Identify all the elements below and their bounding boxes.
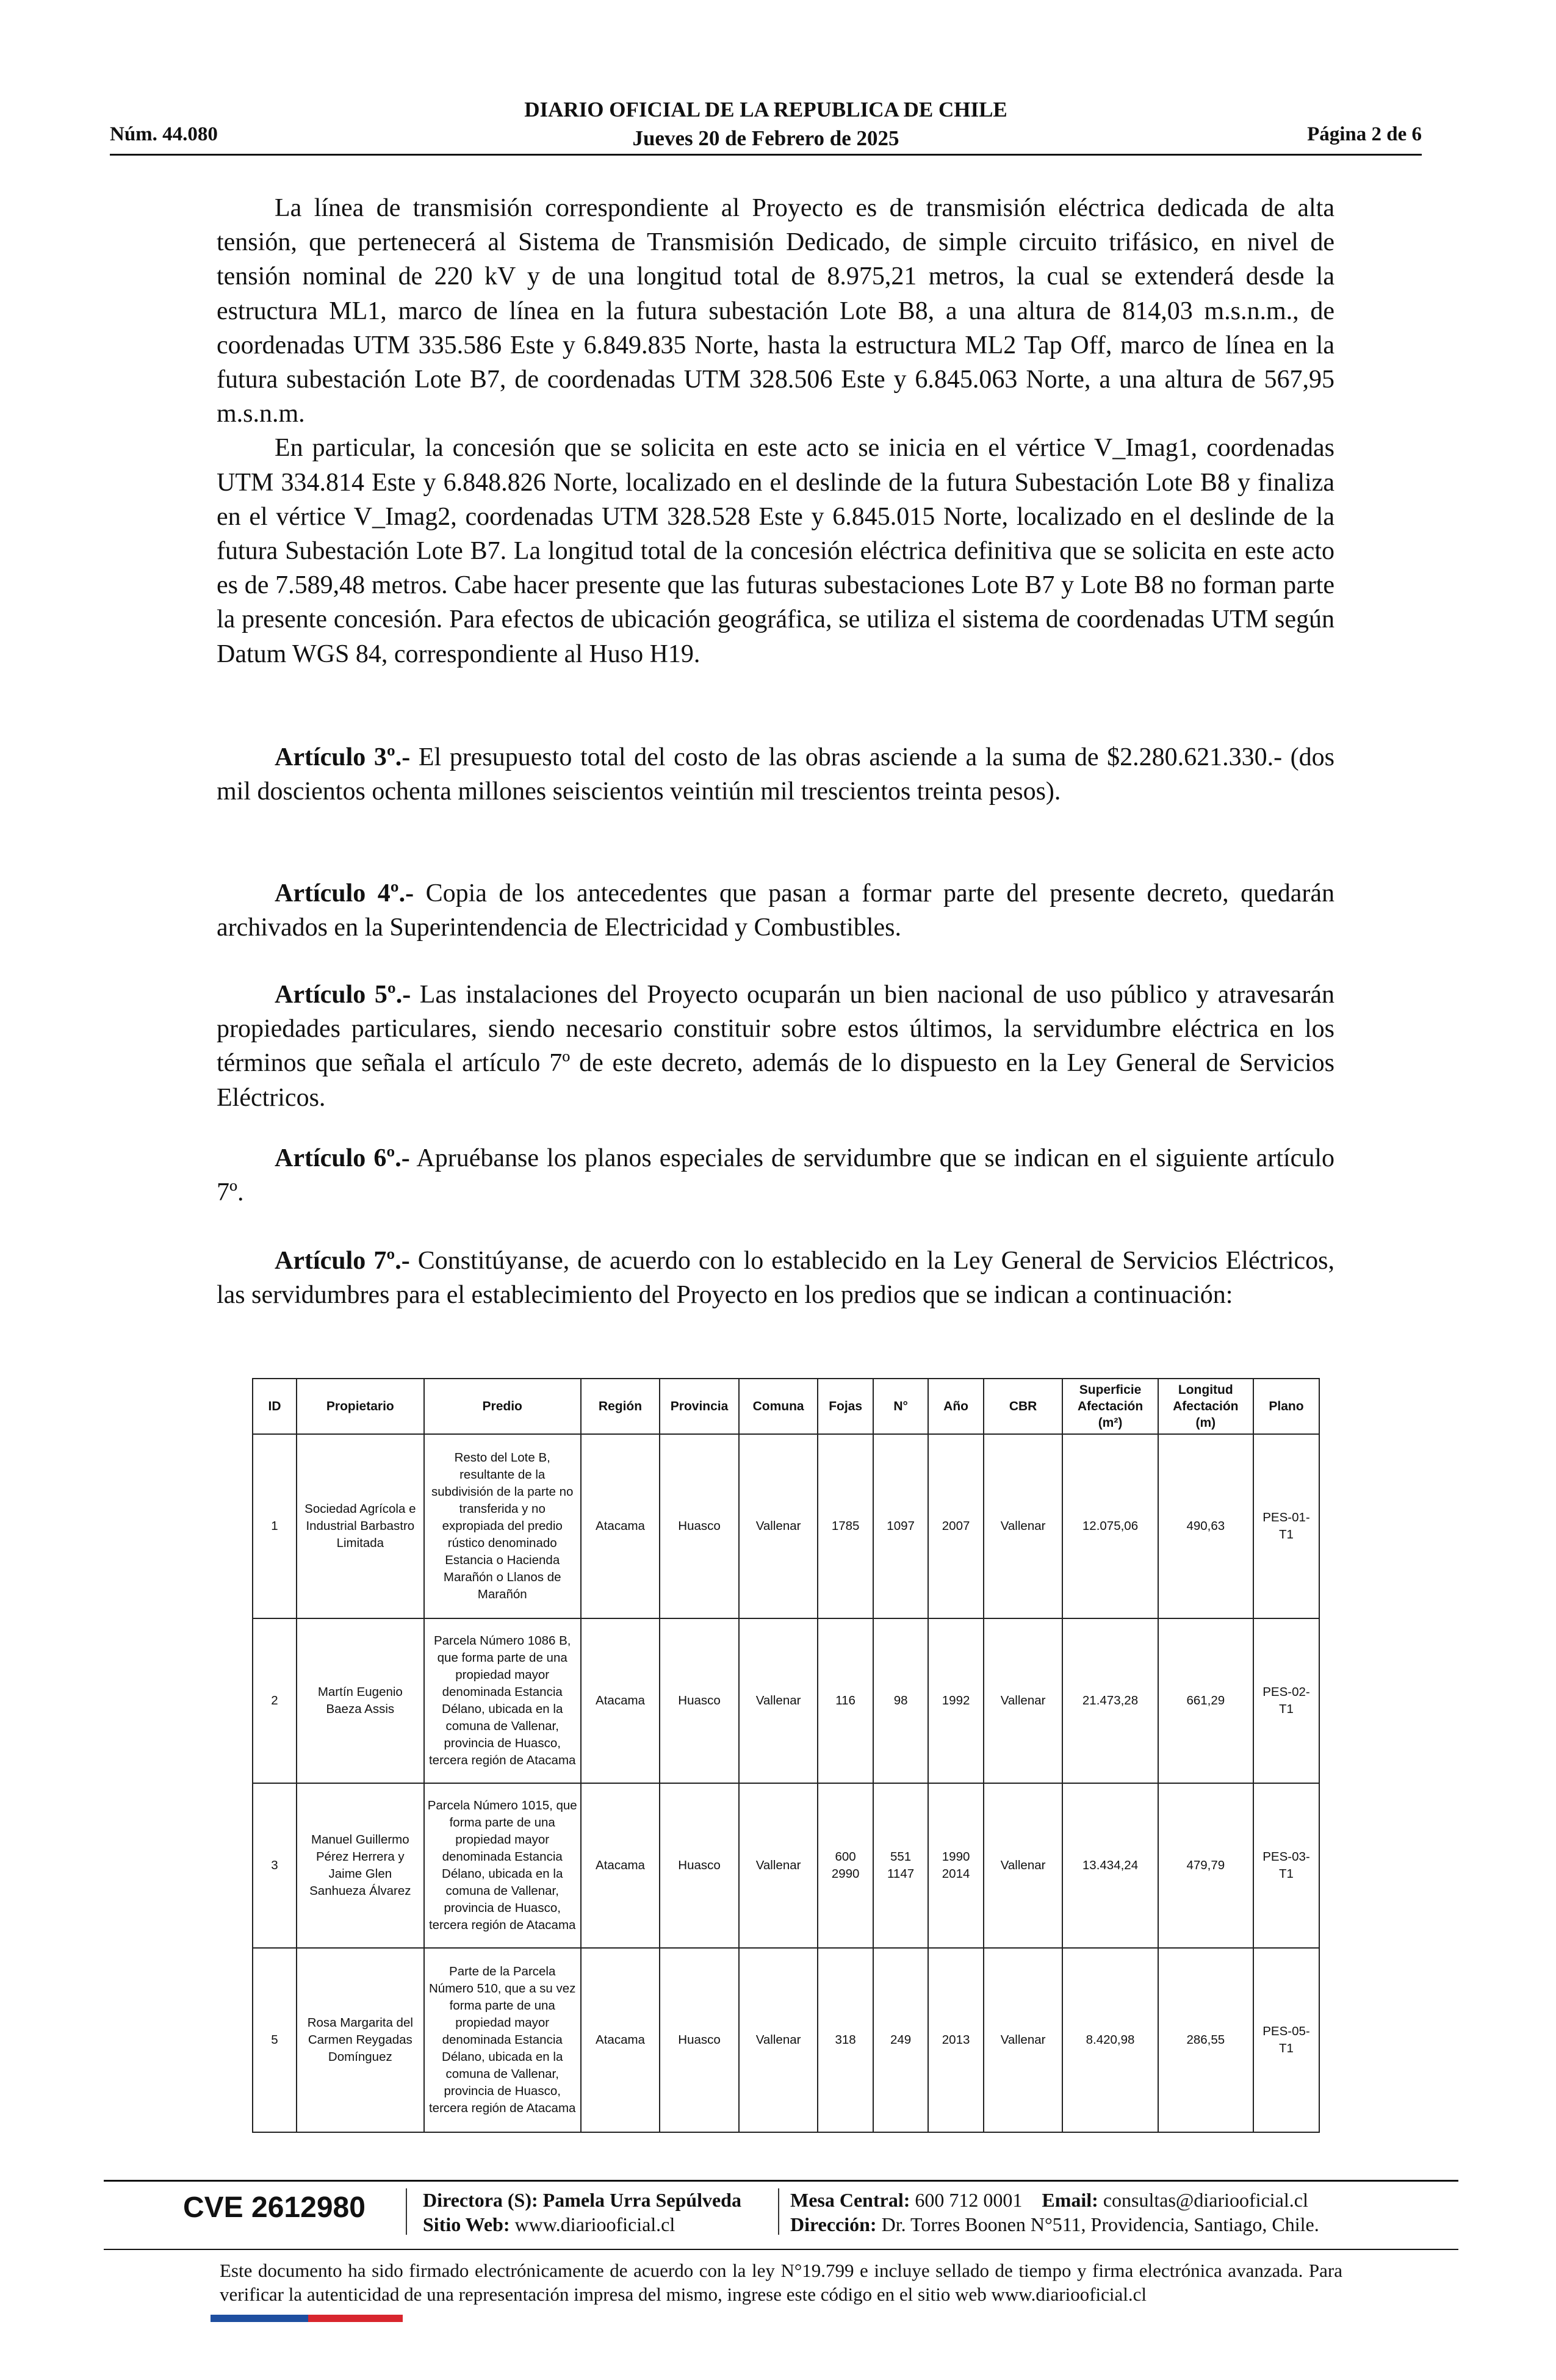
row-year: 2007: [928, 1434, 983, 1618]
row-owner: Rosa Margarita del Carmen Reygadas Domínguez: [297, 1948, 424, 2132]
article-7-title: Artículo 7º.-: [275, 1247, 410, 1275]
row-property: Parcela Número 1086 B, que forma parte de una propiedad mayor denominada Estancia Délano, ubicada en la comuna de Vallenar, provincia de Huasco, tercera región de Atacama: [424, 1618, 581, 1783]
row-number: 249: [873, 1948, 928, 2132]
row-length: 490,63: [1158, 1434, 1253, 1618]
header-length: Longitud Afectación (m): [1158, 1379, 1253, 1434]
table-row: [253, 1618, 1319, 1783]
header-commune: Comuna: [739, 1379, 818, 1434]
flag-stripe-blue: [211, 2315, 308, 2322]
row-id: 5: [253, 1948, 297, 2132]
row-cbr: Vallenar: [984, 1948, 1063, 2132]
table-row: [253, 1783, 1319, 1948]
row-fojas: 318: [818, 1948, 873, 2132]
page-header: [110, 93, 1422, 154]
row-commune: Vallenar: [739, 1618, 818, 1783]
row-commune: Vallenar: [739, 1783, 818, 1948]
website-label: Sitio Web:: [423, 2213, 510, 2235]
row-province: Huasco: [660, 1948, 739, 2132]
paragraph-concession: En particular, la concesión que se solicita en este acto se inicia en el vértice V_Imag1, coordenadas UTM 334.814 Este y 6.848.826 Norte, localizado en el deslinde de la futura Subestación Lote B8 y finaliza en el vértice V_Imag2, coordenadas UTM 328.528 Este y 6.845.015 Norte, localizado en el deslinde de la futura Subestación Lote B7. La longitud total de la concesión eléctrica definitiva que se solicita en este acto es de 7.589,48 metros. Cabe hacer presente que las futuras subestaciones Lote B7 y Lote B8 no forman parte la presente concesión. Para efectos de ubicación geográfica, se utiliza el sistema de coordenadas UTM según Datum WGS 84, correspondiente al Huso H19.: [217, 434, 1334, 668]
article-4: [217, 876, 1334, 945]
easement-table: [252, 1378, 1320, 2133]
header-plan: Plano: [1253, 1379, 1319, 1434]
row-id: 1: [253, 1434, 297, 1618]
article-6-text: Apruébanse los planos especiales de servidumbre que se indican en el siguiente artículo 7º.: [217, 1144, 1334, 1207]
publication-date: Jueves 20 de Febrero de 2025: [632, 126, 899, 150]
article-4-text: Copia de los antecedentes que pasan a formar parte del presente decreto, quedarán archivados en la Superintendencia de Electricidad y Combustibles.: [217, 879, 1335, 942]
header-property: Predio: [424, 1379, 581, 1434]
row-owner: Sociedad Agrícola e Industrial Barbastro Limitada: [297, 1434, 424, 1618]
publication-title: DIARIO OFICIAL DE LA REPUBLICA DE CHILE: [524, 98, 1007, 121]
row-owner: Manuel Guillermo Pérez Herrera y Jaime Glen Sanhueza Álvarez: [297, 1783, 424, 1948]
paragraph-transmission-line: La línea de transmisión correspondiente al Proyecto es de transmisión eléctrica dedicada de alta tensión, que pertenecerá al Sistema de Transmisión Dedicado, de simple circuito trifásico, en nivel de tensión nominal de 220 kV y de una longitud total de 8.975,21 metros, la cual se extenderá desde la estructura ML1, marco de línea en la futura subestación Lote B8, a una altura de 814,03 m.s.n.m., de coordenadas UTM 335.586 Este y 6.849.835 Norte, hasta la estructura ML2 Tap Off, marco de línea en la futura subestación Lote B7, de coordenadas UTM 328.506 Este y 6.845.063 Norte, a una altura de 567,95 m.s.n.m.: [217, 194, 1334, 428]
row-property: Parte de la Parcela Número 510, que a su vez forma parte de una propiedad mayor denominada Estancia Délano, ubicada en la comuna de Vallenar, provincia de Huasco, tercera región de Atacama: [424, 1948, 581, 2132]
email-link[interactable]: consultas@diariooficial.cl: [1103, 2189, 1308, 2211]
row-plan: PES-05-T1: [1253, 1948, 1319, 2132]
row-cbr: Vallenar: [984, 1618, 1063, 1783]
row-fojas: 116: [818, 1618, 873, 1783]
row-region: Atacama: [581, 1618, 660, 1783]
row-plan: PES-01-T1: [1253, 1434, 1319, 1618]
row-region: Atacama: [581, 1783, 660, 1948]
row-cbr: Vallenar: [984, 1434, 1063, 1618]
footer-divider: [406, 2188, 407, 2235]
row-area: 13.434,24: [1062, 1783, 1158, 1948]
cve-code: CVE 2612980: [183, 2191, 366, 2224]
intro-paragraphs: [217, 191, 1334, 671]
row-year: 1992: [928, 1618, 983, 1783]
footer-divider: [778, 2188, 779, 2235]
row-commune: Vallenar: [739, 1948, 818, 2132]
row-province: Huasco: [660, 1618, 739, 1783]
header-rule: [110, 154, 1422, 156]
article-7: [217, 1244, 1334, 1312]
row-area: 8.420,98: [1062, 1948, 1158, 2132]
header-fojas: Fojas: [818, 1379, 873, 1434]
row-property: Parcela Número 1015, que forma parte de una propiedad mayor denominada Estancia Délano, ubicada en la comuna de Vallenar, provincia de Huasco, tercera región de Atacama: [424, 1783, 581, 1948]
row-province: Huasco: [660, 1783, 739, 1948]
article-5-title: Artículo 5º.-: [275, 981, 411, 1009]
article-7-text: Constitúyanse, de acuerdo con lo establecido en la Ley General de Servicios Eléctricos, las servidumbres para el establecimiento del Proyecto en los predios que se indican a continuación:: [217, 1247, 1334, 1310]
article-4-title: Artículo 4º.-: [275, 879, 414, 907]
table-row: [253, 1948, 1319, 2132]
email-label: Email:: [1042, 2189, 1098, 2211]
row-cbr: Vallenar: [984, 1783, 1063, 1948]
row-year: 2013: [928, 1948, 983, 2132]
phone-value: 600 712 0001: [915, 2189, 1023, 2211]
row-fojas: 600 2990: [818, 1783, 873, 1948]
header-center: [110, 95, 1422, 153]
director-label: Directora (S):: [423, 2189, 538, 2211]
article-6: [217, 1141, 1334, 1210]
row-plan: PES-02-T1: [1253, 1618, 1319, 1783]
row-number: 1097: [873, 1434, 928, 1618]
article-3-text: El presupuesto total del costo de las obras asciende a la suma de $2.280.621.330.- (dos mil doscientos ochenta millones seiscientos veintiún mil trescientos treinta pesos).: [217, 743, 1334, 806]
footer-contact-block: [790, 2188, 1319, 2237]
article-3-title: Artículo 3º.-: [275, 743, 411, 771]
article-5-text: Las instalaciones del Proyecto ocuparán un bien nacional de uso público y atravesarán propiedades particulares, siendo necesario constituir sobre estos últimos, la servidumbre eléctrica en los términos que señala el artículo 7º de este decreto, además de lo dispuesto en la Ley General de Servicios Eléctricos.: [217, 981, 1335, 1112]
row-length: 286,55: [1158, 1948, 1253, 2132]
row-region: Atacama: [581, 1948, 660, 2132]
footer-top-rule: [104, 2180, 1458, 2182]
header-area: Superficie Afectación (m²): [1062, 1379, 1158, 1434]
article-6-title: Artículo 6º.-: [275, 1144, 410, 1172]
director-name: Pamela Urra Sepúlveda: [542, 2189, 741, 2211]
table-header-row: [253, 1379, 1319, 1434]
row-id: 3: [253, 1783, 297, 1948]
legal-notice: Este documento ha sido firmado electrónicamente de acuerdo con la ley N°19.799 e incluye sellado de tiempo y firma electrónica avanzada. Para verificar la autenticidad de una representación impresa del mismo, ingrese este código en el sitio web www.diariooficial.cl: [220, 2260, 1342, 2305]
header-year: Año: [928, 1379, 983, 1434]
row-length: 479,79: [1158, 1783, 1253, 1948]
row-length: 661,29: [1158, 1618, 1253, 1783]
row-number: 98: [873, 1618, 928, 1783]
header-owner: Propietario: [297, 1379, 424, 1434]
row-area: 21.473,28: [1062, 1618, 1158, 1783]
row-province: Huasco: [660, 1434, 739, 1618]
address-label: Dirección:: [790, 2213, 877, 2235]
row-property: Resto del Lote B, resultante de la subdivisión de la parte no transferida y no expropiada del predio rústico denominado Estancia o Hacienda Marañón o Llanos de Marañón: [424, 1434, 581, 1618]
table-row: [253, 1434, 1319, 1618]
row-id: 2: [253, 1618, 297, 1783]
header-id: ID: [253, 1379, 297, 1434]
row-plan: PES-03-T1: [1253, 1783, 1319, 1948]
row-number: 551 1147: [873, 1783, 928, 1948]
header-province: Provincia: [660, 1379, 739, 1434]
header-cbr: CBR: [984, 1379, 1063, 1434]
row-region: Atacama: [581, 1434, 660, 1618]
flag-stripe-red: [308, 2315, 403, 2322]
row-owner: Martín Eugenio Baeza Assis: [297, 1618, 424, 1783]
row-area: 12.075,06: [1062, 1434, 1158, 1618]
footer-director-block: [423, 2188, 741, 2237]
issue-number: Núm. 44.080: [110, 123, 218, 145]
article-3: [217, 740, 1334, 809]
row-commune: Vallenar: [739, 1434, 818, 1618]
header-number: N°: [873, 1379, 928, 1434]
website-link[interactable]: www.diariooficial.cl: [514, 2213, 675, 2235]
row-fojas: 1785: [818, 1434, 873, 1618]
phone-label: Mesa Central:: [790, 2189, 910, 2211]
page-number: Página 2 de 6: [1307, 123, 1422, 145]
row-year: 1990 2014: [928, 1783, 983, 1948]
header-region: Región: [581, 1379, 660, 1434]
address-value: Dr. Torres Boonen N°511, Providencia, Santiago, Chile.: [881, 2213, 1319, 2235]
article-5: [217, 978, 1334, 1115]
footer-mid-rule: [104, 2249, 1458, 2250]
